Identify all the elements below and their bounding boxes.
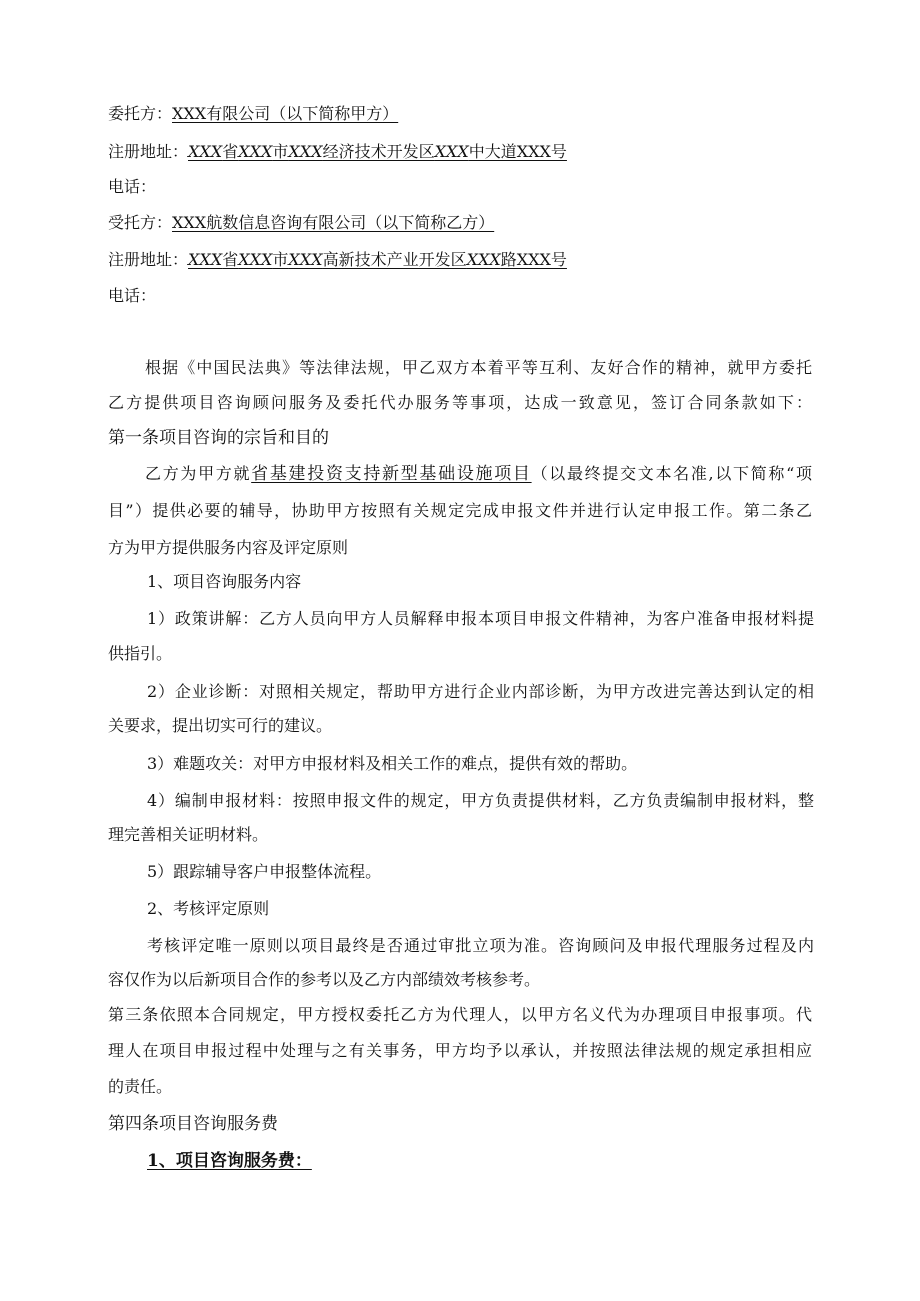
intro-line-2: 乙方提供项目咨询顾问服务及委托代办服务等事项，达成一致意见，签订合同条款如下：: [108, 393, 812, 412]
party-a-label: 委托方：: [108, 104, 173, 123]
party-b-phone-line: [108, 285, 156, 307]
evaluation-line-1: 考核评定唯一原则以项目最终是否通过审批立项为准。咨询顾问及申报代理服务过程及内: [147, 936, 814, 955]
party-b-address: XXX省XXX市XXX高新技术产业开发区XXX路XXX号: [188, 250, 567, 269]
party-a-phone-line: [108, 176, 156, 198]
service-item-1-line-2: 供指引。: [108, 644, 173, 663]
service-item-4-line-2: 理完善相关证明材料。: [108, 825, 269, 844]
service-item-5: 5）跟踪辅导客户申报整体流程。: [147, 862, 382, 881]
article-3-line-1: 第三条依照本合同规定，甲方授权委托乙方为代理人，以甲方名义代为办理项目申报事项。代: [108, 1005, 812, 1024]
article-3-line-3: 的责任。: [108, 1077, 173, 1096]
party-a-address-label: 注册地址：: [108, 142, 189, 161]
evaluation-heading: 2、考核评定原则: [147, 899, 270, 918]
party-b-phone-label: 电话：: [108, 286, 157, 305]
article-1-line-2: 目”）提供必要的辅导，协助甲方按照有关规定完成申报文件并进行认定申报工作。第二条乙: [108, 501, 812, 520]
party-b-label: 受托方：: [108, 213, 173, 232]
article-1-line-1: 乙方为甲方就省基建投资支持新型基础设施项目（以最终提交文本名准,以下简称“项: [145, 464, 812, 484]
service-item-2-line-2: 关要求，提出切实可行的建议。: [108, 716, 333, 735]
party-a-line: [108, 103, 398, 125]
party-a-address: XXX省XXX市XXX经济技术开发区XXX中大道XXX号: [188, 142, 567, 161]
party-b-name: XXX航数信息咨询有限公司（以下简称乙方）: [172, 213, 495, 232]
party-b-line: [108, 212, 494, 234]
party-a-address-line: [108, 141, 567, 163]
party-a-phone-label: 电话：: [108, 177, 157, 196]
intro-line-1: 根据《中国民法典》等法律法规，甲乙双方本着平等互利、友好合作的精神，就甲方委托: [145, 358, 812, 377]
party-b-address-line: [108, 249, 567, 271]
fee-heading: 1、项目咨询服务费：: [147, 1151, 312, 1171]
service-item-4-line-1: 4）编制申报材料：按照申报文件的规定，甲方负责提供材料，乙方负责编制申报材料，整: [147, 791, 814, 810]
project-name: 省基建投资支持新型基础设施项目: [251, 464, 532, 484]
article-1-line-3: 方为甲方提供服务内容及评定原则: [108, 538, 349, 557]
party-a-name: XXX有限公司（以下简称甲方）: [172, 104, 399, 123]
services-heading: 1、项目咨询服务内容: [147, 572, 302, 591]
service-item-2-line-1: 2）企业诊断：对照相关规定，帮助甲方进行企业内部诊断，为甲方改进完善达到认定的相: [147, 682, 814, 701]
party-b-address-label: 注册地址：: [108, 250, 189, 269]
article-4-title: 第四条项目咨询服务费: [108, 1114, 278, 1134]
evaluation-line-2: 容仅作为以后新项目合作的参考以及乙方内部绩效考核参考。: [108, 970, 541, 989]
service-item-3: 3）难题攻关：对甲方申报材料及相关工作的难点，提供有效的帮助。: [147, 754, 638, 773]
article-3-line-2: 理人在项目申报过程中处理与之有关事务，甲方均予以承认，并按照法律法规的规定承担相应: [108, 1041, 812, 1060]
service-item-1-line-1: 1）政策讲解：乙方人员向甲方人员解释申报本项目申报文件精神，为客户准备申报材料提: [147, 609, 814, 628]
article-1-title: 第一条项目咨询的宗旨和目的: [108, 428, 329, 448]
